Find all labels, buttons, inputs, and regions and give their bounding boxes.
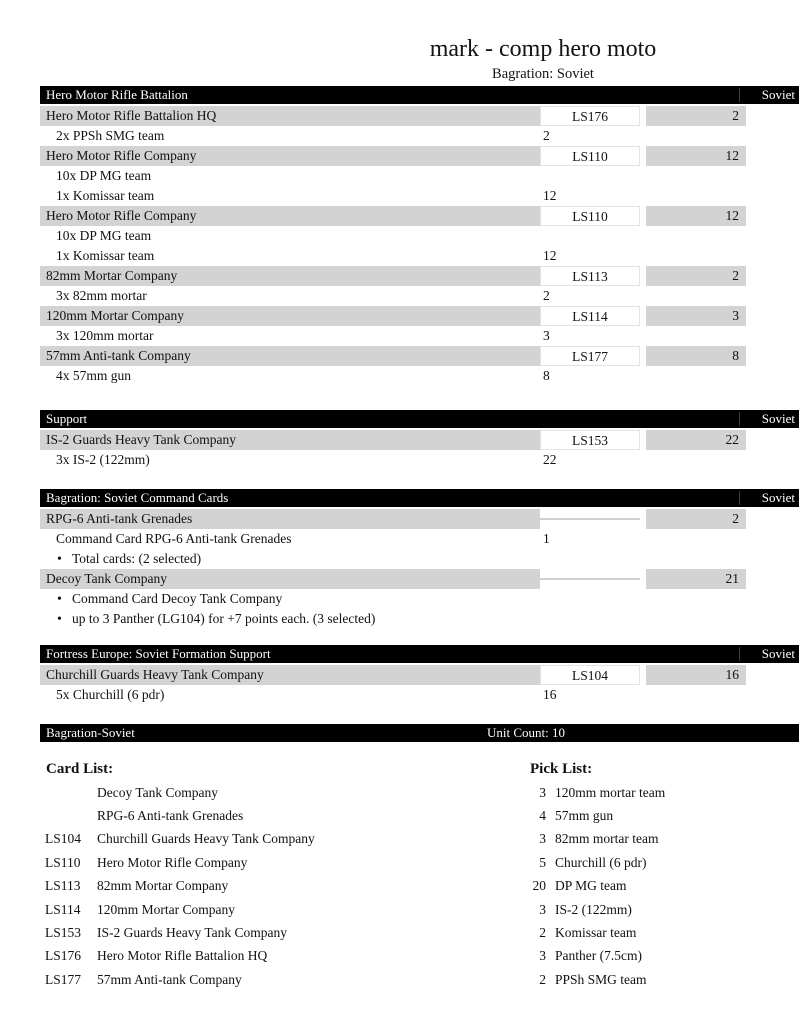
pick-list-item [528, 945, 788, 968]
bullet-icon [57, 549, 62, 570]
section-support [40, 410, 799, 470]
card-name: Decoy Tank Company [40, 569, 540, 589]
command-card-row [40, 569, 799, 589]
unit-row [40, 430, 799, 450]
pick-name: 57mm gun [555, 808, 614, 824]
unit-row [40, 106, 799, 126]
unit-points: 8 [646, 346, 746, 366]
unit-row [40, 206, 799, 226]
unit-detail-row [40, 529, 799, 549]
card-code: LS113 [45, 878, 81, 894]
section-command-cards [40, 489, 799, 629]
header-divider [739, 491, 740, 505]
pick-qty: 20 [532, 878, 546, 894]
unit-detail-row [40, 246, 799, 266]
card-name: 120mm Mortar Company [97, 901, 235, 917]
section-formation-support [40, 645, 799, 705]
pick-name: Churchill (6 pdr) [555, 854, 647, 870]
section-hero-motor-rifle-battalion [40, 86, 799, 386]
card-name: Hero Motor Rifle Company [97, 854, 248, 870]
summary-bar-title: Bagration-Soviet [46, 725, 135, 740]
pick-name: IS-2 (122mm) [555, 901, 632, 917]
unit-code: LS114 [540, 306, 640, 326]
section-rows [40, 665, 799, 705]
pick-qty: 3 [539, 948, 546, 964]
unit-points: 2 [646, 266, 746, 286]
unit-detail-row [40, 126, 799, 146]
note-text: Total cards: (2 selected) [72, 551, 202, 566]
unit-points: 3 [646, 306, 746, 326]
unit-detail-row [40, 186, 799, 206]
card-name: Hero Motor Rifle Battalion HQ [97, 948, 268, 964]
card-points: 21 [646, 569, 746, 589]
unit-detail-row [40, 226, 799, 246]
unit-name: IS-2 Guards Heavy Tank Company [40, 430, 540, 450]
unit-row [40, 306, 799, 326]
unit-code: LS176 [540, 106, 640, 126]
card-list-item [40, 875, 480, 898]
header-divider [739, 412, 740, 426]
card-code: LS114 [45, 901, 81, 917]
pick-qty: 4 [539, 808, 546, 824]
unit-points: 12 [646, 146, 746, 166]
pick-name: PPSh SMG team [555, 971, 647, 987]
detail-name: 1x Komissar team [56, 248, 155, 263]
detail-value: 2 [543, 128, 550, 143]
detail-value: 2 [543, 288, 550, 303]
section-rows [40, 509, 799, 629]
card-code: LS177 [45, 971, 82, 987]
card-name: 82mm Mortar Company [97, 878, 229, 894]
section-header-title: Fortress Europe: Soviet Formation Support [46, 646, 271, 661]
section-header-faction: Soviet [761, 490, 795, 505]
page-subtitle: Bagration: Soviet [492, 66, 594, 82]
section-rows [40, 430, 799, 470]
section-header-bar [40, 86, 799, 104]
card-note-row [40, 589, 799, 609]
section-header-faction: Soviet [761, 646, 795, 661]
card-list-item [40, 968, 480, 991]
pick-name: 82mm mortar team [555, 831, 659, 847]
card-list [40, 757, 480, 992]
detail-name: 4x 57mm gun [56, 368, 132, 383]
detail-value: 8 [543, 368, 550, 383]
detail-name: Command Card RPG-6 Anti-tank Grenades [56, 531, 292, 546]
unit-detail-row [40, 166, 799, 186]
unit-row [40, 665, 799, 685]
unit-detail-row [40, 366, 799, 386]
summary-bar-wrap [40, 724, 799, 742]
detail-value: 1 [543, 531, 550, 546]
card-list-item [40, 828, 480, 851]
unit-name: 57mm Anti-tank Company [40, 346, 540, 366]
card-note-row [40, 549, 799, 569]
unit-name: Hero Motor Rifle Company [40, 206, 540, 226]
card-code-blank [540, 509, 640, 529]
card-code: LS176 [45, 948, 82, 964]
detail-value: 16 [543, 687, 557, 702]
card-name: Churchill Guards Heavy Tank Company [97, 831, 315, 847]
unit-name: 120mm Mortar Company [40, 306, 540, 326]
blank-line [540, 518, 640, 520]
pick-name: Komissar team [555, 925, 637, 941]
pick-name: Panther (7.5cm) [555, 948, 642, 964]
pick-list-heading: Pick List: [530, 761, 593, 777]
pick-list-item [528, 781, 788, 804]
detail-value: 12 [543, 248, 557, 263]
note-text: Command Card Decoy Tank Company [72, 591, 283, 606]
card-code-blank [540, 569, 640, 589]
pick-qty: 2 [539, 971, 546, 987]
pick-qty: 5 [539, 854, 546, 870]
pick-qty: 3 [539, 831, 546, 847]
unit-count-label: Unit Count: 10 [487, 725, 566, 740]
unit-detail-row [40, 326, 799, 346]
unit-detail-row [40, 450, 799, 470]
header-divider [739, 88, 740, 102]
section-header-title: Hero Motor Rifle Battalion [46, 87, 188, 102]
section-rows [40, 106, 799, 386]
unit-name: Churchill Guards Heavy Tank Company [40, 665, 540, 685]
card-name: RPG-6 Anti-tank Grenades [40, 509, 540, 529]
card-code: LS153 [45, 925, 82, 941]
detail-name: 5x Churchill (6 pdr) [56, 687, 165, 702]
card-code: LS110 [45, 854, 81, 870]
unit-detail-row [40, 286, 799, 306]
bullet-icon [57, 609, 62, 630]
unit-points: 22 [646, 430, 746, 450]
card-list-item [40, 804, 480, 827]
card-code: LS104 [45, 831, 82, 847]
unit-detail-row [40, 685, 799, 705]
detail-name: 10x DP MG team [56, 228, 152, 243]
section-header-faction: Soviet [761, 411, 795, 426]
summary-bar [40, 724, 799, 742]
card-note-row [40, 609, 799, 629]
unit-code: LS153 [540, 430, 640, 450]
section-header-bar [40, 489, 799, 507]
detail-value: 3 [543, 328, 550, 343]
detail-value: 12 [543, 188, 557, 203]
detail-name: 3x IS-2 (122mm) [56, 452, 150, 467]
unit-row [40, 146, 799, 166]
pick-list-item [528, 828, 788, 851]
unit-points: 16 [646, 665, 746, 685]
detail-name: 2x PPSh SMG team [56, 128, 165, 143]
note-text: up to 3 Panther (LG104) for +7 points each. (3 selected) [72, 611, 376, 626]
unit-code: LS113 [540, 266, 640, 286]
card-list-item [40, 921, 480, 944]
pick-name: 120mm mortar team [555, 784, 666, 800]
unit-name: Hero Motor Rifle Battalion HQ [40, 106, 540, 126]
card-name: RPG-6 Anti-tank Grenades [97, 808, 244, 824]
unit-points: 2 [646, 106, 746, 126]
unit-name: 82mm Mortar Company [40, 266, 540, 286]
blank-line [540, 578, 640, 580]
detail-name: 3x 82mm mortar [56, 288, 147, 303]
section-header-faction: Soviet [761, 87, 795, 102]
card-list-heading: Card List: [46, 761, 114, 777]
pick-name: DP MG team [555, 878, 627, 894]
card-points: 2 [646, 509, 746, 529]
unit-points: 12 [646, 206, 746, 226]
pick-list-item [528, 804, 788, 827]
card-name: Decoy Tank Company [97, 784, 219, 800]
unit-code: LS110 [540, 206, 640, 226]
pick-list-item [528, 968, 788, 991]
pick-list-item [528, 875, 788, 898]
card-name: IS-2 Guards Heavy Tank Company [97, 925, 288, 941]
card-list-item [40, 945, 480, 968]
pick-list-item [528, 898, 788, 921]
detail-name: 10x DP MG team [56, 168, 152, 183]
unit-code: LS110 [540, 146, 640, 166]
card-name: 57mm Anti-tank Company [97, 971, 242, 987]
card-list-item [40, 851, 480, 874]
pick-list-item [528, 921, 788, 944]
detail-name: 3x 120mm mortar [56, 328, 154, 343]
pick-list-item [528, 851, 788, 874]
card-list-item [40, 898, 480, 921]
detail-value: 22 [543, 452, 557, 467]
section-header-title: Bagration: Soviet Command Cards [46, 490, 229, 505]
bullet-icon [57, 589, 62, 610]
pick-qty: 2 [539, 925, 546, 941]
unit-name: Hero Motor Rifle Company [40, 146, 540, 166]
header-divider [739, 647, 740, 661]
detail-name: 1x Komissar team [56, 188, 155, 203]
unit-code: LS177 [540, 346, 640, 366]
command-card-row [40, 509, 799, 529]
unit-row [40, 346, 799, 366]
pick-qty: 3 [539, 784, 546, 800]
section-header-title: Support [46, 411, 88, 426]
pick-qty: 3 [539, 901, 546, 917]
page-title: mark - comp hero moto [429, 36, 657, 62]
card-list-item [40, 781, 480, 804]
section-header-bar [40, 645, 799, 663]
unit-row [40, 266, 799, 286]
pick-list [528, 757, 788, 992]
section-header-bar [40, 410, 799, 428]
unit-code: LS104 [540, 665, 640, 685]
